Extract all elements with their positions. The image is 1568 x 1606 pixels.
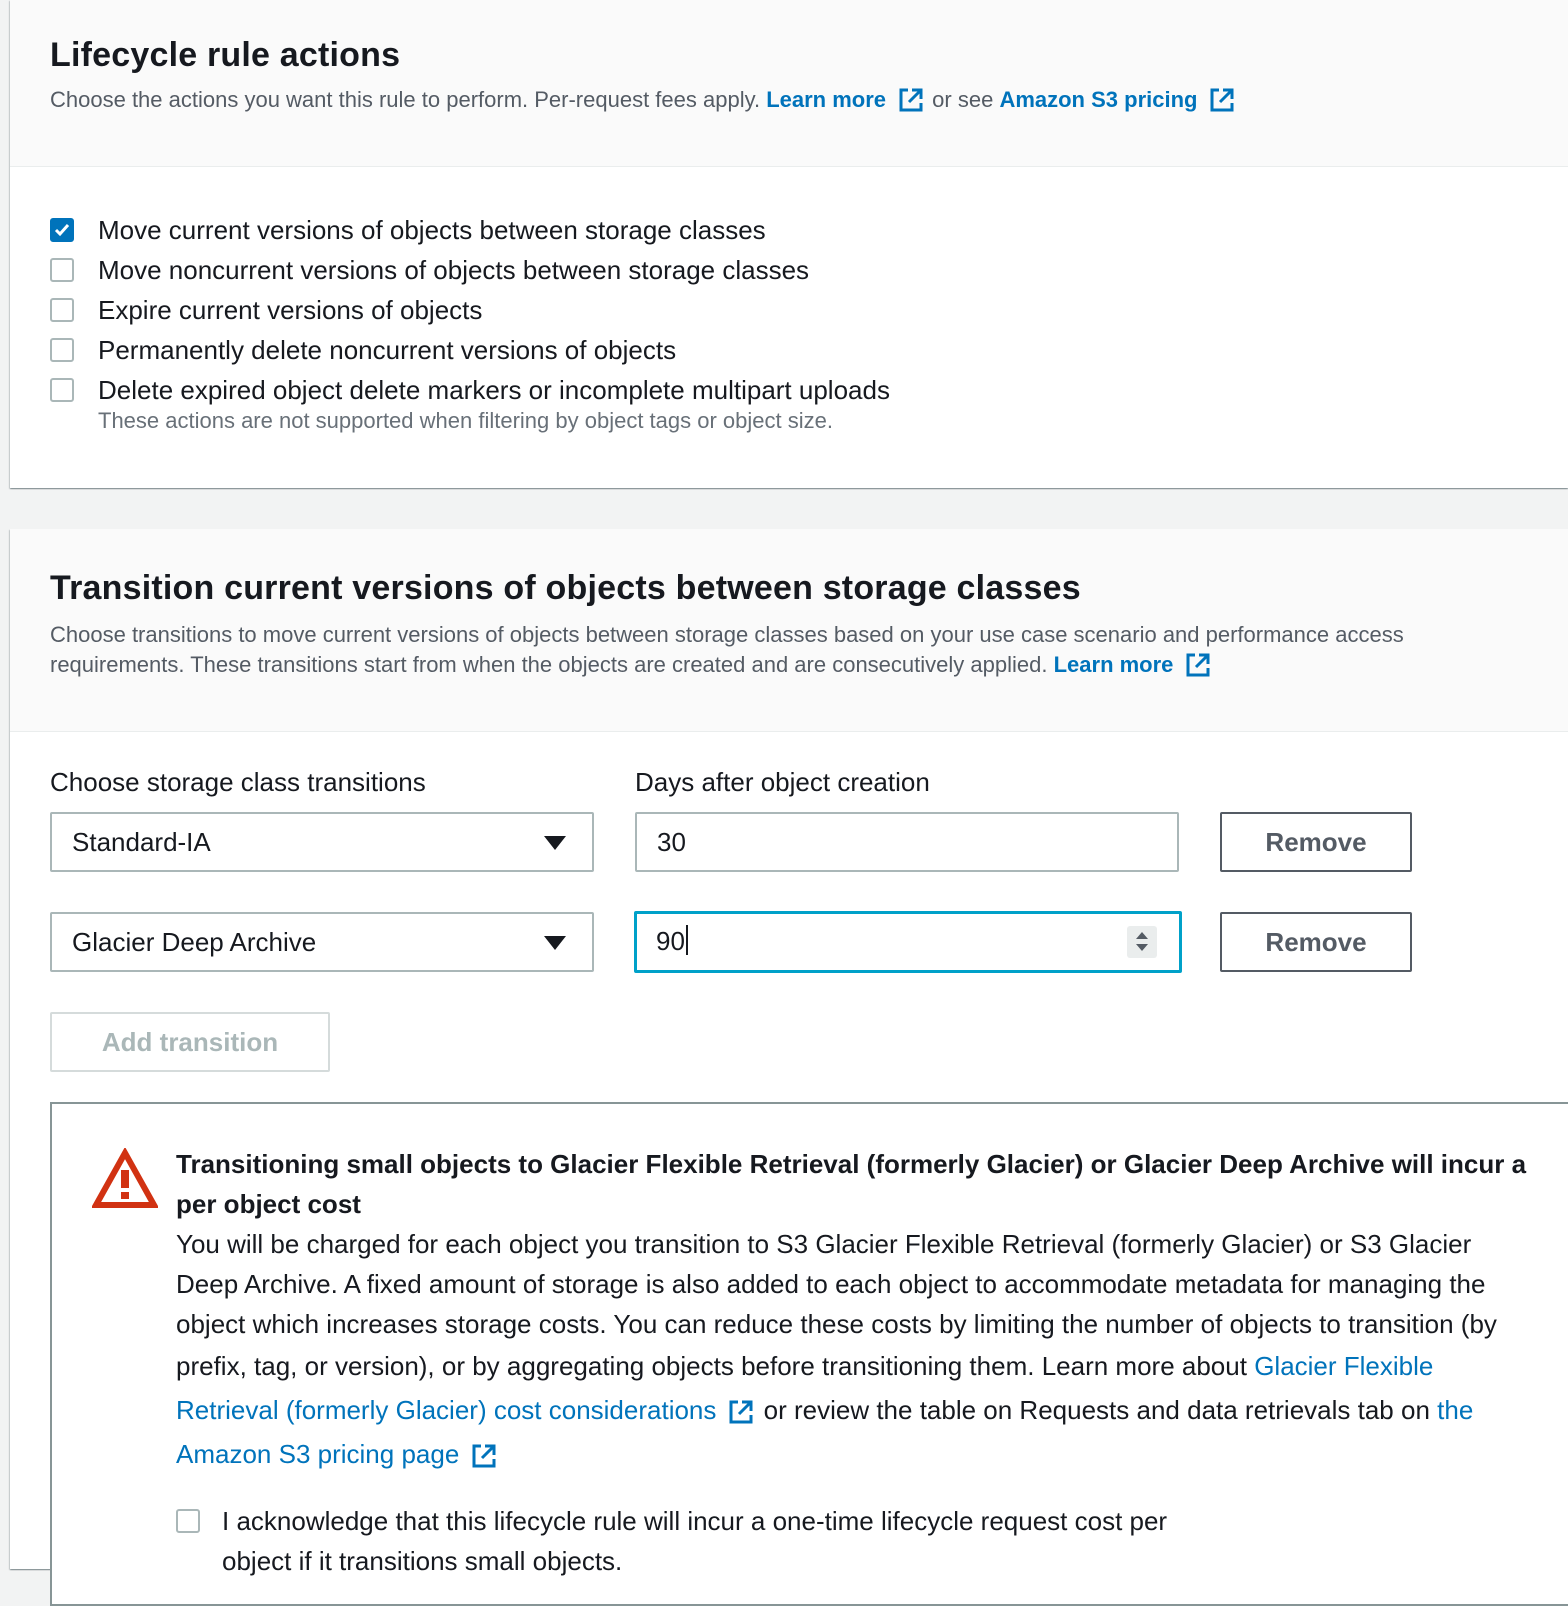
lifecycle-actions-header xyxy=(10,0,1568,167)
storage-class-select[interactable] xyxy=(50,912,594,972)
lifecycle-actions-list xyxy=(50,210,890,434)
lifecycle-desc-text: Choose the actions you want this rule to perform. Per-request fees apply. xyxy=(50,87,761,112)
storage-class-value: Standard-IA xyxy=(72,827,211,857)
or-see-text: or see xyxy=(932,87,994,112)
action-label: Expire current versions of objects xyxy=(98,294,483,325)
external-link-icon xyxy=(726,1396,756,1426)
action-label: Permanently delete noncurrent versions of objects xyxy=(98,334,677,365)
action-move-noncurrent[interactable] xyxy=(50,250,890,290)
action-delete-markers[interactable] xyxy=(50,370,890,410)
external-link-icon xyxy=(1183,650,1213,680)
external-link-icon xyxy=(896,85,926,115)
lifecycle-actions-panel xyxy=(10,0,1568,488)
stepper-up-icon[interactable] xyxy=(1136,932,1148,939)
learn-prefix-text: Learn more about xyxy=(1041,1351,1247,1381)
transition-header xyxy=(10,529,1568,732)
lifecycle-actions-description xyxy=(50,85,1528,115)
cost-considerations-link[interactable]: Glacier Flexible Retrieval (formerly Glacier) cost considerations xyxy=(176,1351,1434,1425)
acknowledge-row[interactable] xyxy=(176,1501,1222,1581)
action-label: Move current versions of objects between storage classes xyxy=(98,214,766,245)
warning-alert xyxy=(50,1102,1568,1606)
external-link-icon xyxy=(1207,85,1237,115)
days-value: 90 xyxy=(656,926,685,956)
action-expire-current[interactable] xyxy=(50,290,890,330)
caret-down-icon xyxy=(544,836,566,850)
learn-more-link[interactable]: Learn more xyxy=(766,87,887,112)
acknowledge-label: I acknowledge that this lifecycle rule will incur a one-time lifecycle request cost per object if it transitions small objects. xyxy=(222,1506,1168,1576)
action-label: Delete expired object delete markers or incomplete multipart uploads xyxy=(98,374,890,405)
days-label: Days after object creation xyxy=(635,767,930,797)
warning-body-text: You will be charged for each object you transition to S3 Glacier Flexible Retrieval (formerly Glacier) or S3 Glacier Deep Archive. A fixed amount of storage is also added to each object to accommodate metadata for managing the object which increases storage costs. You can reduce these costs by limiting the number of objects to transition (by prefix, tag, or version), or by aggregating objects before transitioning them. xyxy=(176,1229,1497,1381)
action-delete-noncurrent[interactable] xyxy=(50,330,890,370)
acknowledge-checkbox[interactable] xyxy=(176,1509,200,1533)
remove-button[interactable]: Remove xyxy=(1220,812,1412,872)
external-link-icon xyxy=(469,1440,499,1470)
checkbox-checked[interactable] xyxy=(50,218,74,242)
transition-description xyxy=(50,620,1528,680)
warning-body xyxy=(176,1224,1540,1476)
checkbox[interactable] xyxy=(50,338,74,362)
days-input[interactable] xyxy=(635,812,1179,872)
storage-class-select[interactable] xyxy=(50,812,594,872)
checkbox[interactable] xyxy=(50,378,74,402)
action-move-current[interactable] xyxy=(50,210,890,250)
remove-button[interactable]: Remove xyxy=(1220,912,1412,972)
storage-class-value: Glacier Deep Archive xyxy=(72,927,317,957)
transition-panel xyxy=(10,529,1568,1576)
s3-pricing-link[interactable]: Amazon S3 pricing xyxy=(999,87,1198,112)
number-stepper[interactable] xyxy=(1127,926,1157,958)
review-text: or review the table on Requests and data retrievals tab on xyxy=(763,1395,1430,1425)
text-cursor xyxy=(686,925,688,955)
transition-title: Transition current versions of objects between storage classes xyxy=(50,569,1081,607)
s3-pricing-page-link[interactable]: the Amazon S3 pricing page xyxy=(176,1395,1474,1469)
warning-title: Transitioning small objects to Glacier Flexible Retrieval (formerly Glacier) or Glacier Deep Archive will incur a per object cost xyxy=(176,1149,1527,1219)
transition-desc-text: Choose transitions to move current versions of objects between storage classes based on your use case scenario and performance access requirements. These transitions start from when the objects are created and are consecutively applied. xyxy=(50,622,1404,677)
stepper-down-icon[interactable] xyxy=(1136,944,1148,951)
action-label: Move noncurrent versions of objects between storage classes xyxy=(98,254,810,285)
warning-icon xyxy=(92,1148,158,1215)
caret-down-icon xyxy=(544,936,566,950)
checkbox[interactable] xyxy=(50,298,74,322)
actions-note: These actions are not supported when filtering by object tags or object size. xyxy=(98,408,833,433)
add-transition-button[interactable]: Add transition xyxy=(50,1012,330,1072)
days-value: 30 xyxy=(657,827,686,857)
transition-learn-more-link[interactable]: Learn more xyxy=(1053,652,1174,677)
lifecycle-actions-title: Lifecycle rule actions xyxy=(50,36,401,74)
checkbox[interactable] xyxy=(50,258,74,282)
days-input-focused[interactable] xyxy=(634,911,1182,973)
storage-class-label: Choose storage class transitions xyxy=(50,767,426,797)
